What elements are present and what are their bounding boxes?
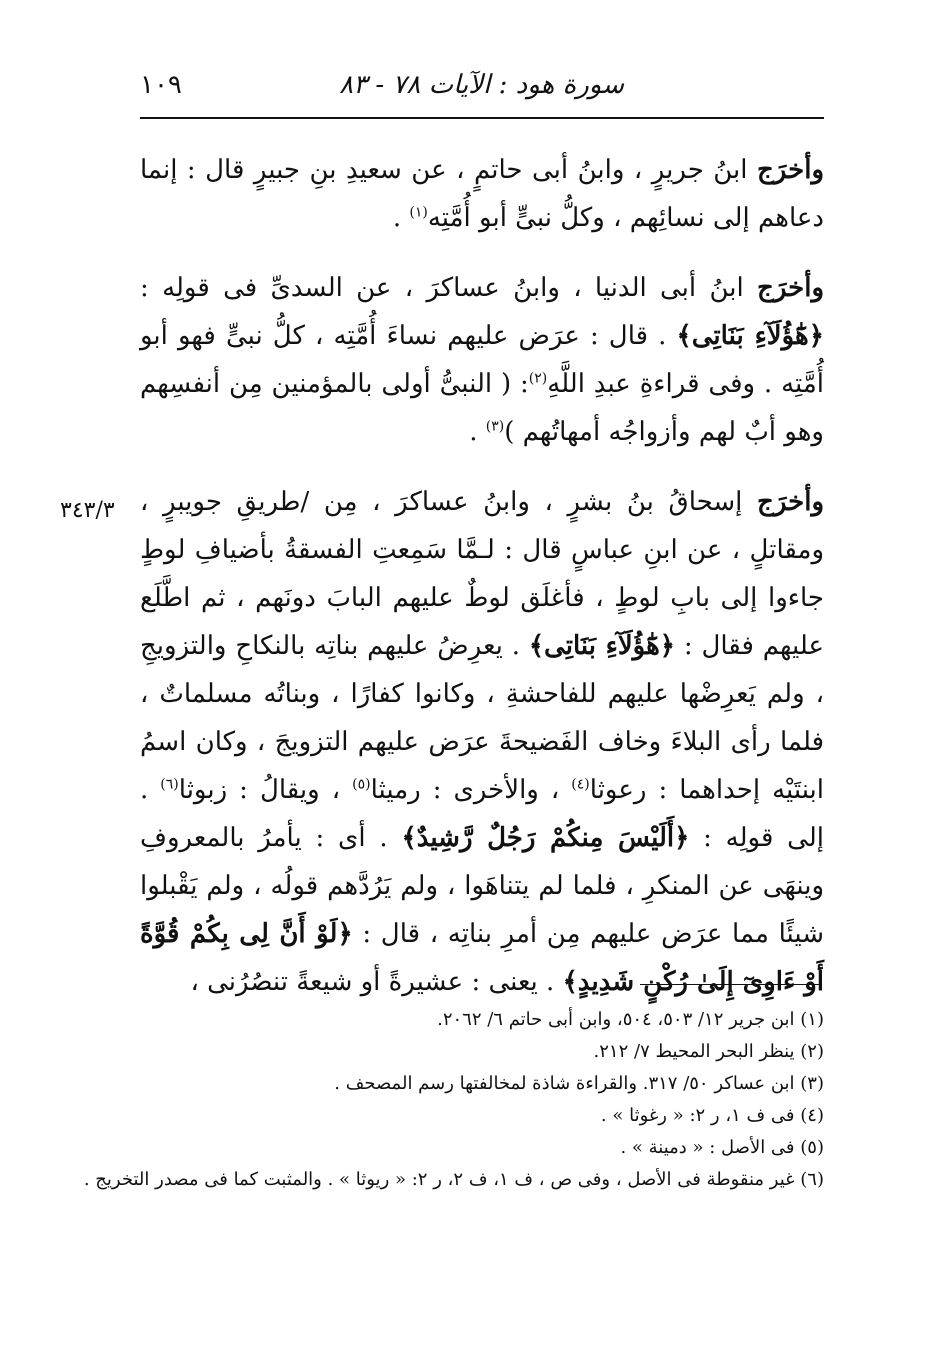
footnotes [83, 1004, 824, 1196]
footnote-3: (٣) ابن عساكر ٥٠/ ٣١٧. والقراءة شاذة لمخالفتها رسم المصحف . [334, 1073, 824, 1094]
paragraph-text: . إلى قولِه : [140, 775, 824, 853]
paragraph-text: ابنُ أبى الدنيا ، وابنُ عساكرَ ، عن السدىِّ فى قولِه : [140, 273, 744, 303]
running-header [140, 70, 824, 110]
paragraph-3 [140, 478, 824, 1006]
paragraph-lead: وأخرَج [757, 155, 824, 185]
page-number: ١٠٩ [140, 70, 182, 100]
quran-quote: ﴿هَٰٓؤُلَآءِ بَنَاتِى﴾ [676, 321, 824, 351]
paragraph-text: . يعرِضُ عليهم بناتِه بالنكاحِ والتزويجِ ، ولم يَعرِضْها عليهم للفاحشةِ ، وكانوا كفارًا ، وبناتُه مسلماتٌ ، فلما رأى البلاءَ وخاف الفَضيحةَ عرَض عليهم التزويجَ ، وكان اسمُ ابنتَيْه إحداهما : رعوثا [140, 631, 825, 805]
footnote-marker: (١) [409, 204, 428, 221]
header-title: سورة هود : الآيات ٧٨ - ٨٣ [339, 70, 624, 100]
footnote-marker: (٥) [352, 776, 371, 793]
footnote-marker: (٤) [571, 776, 590, 793]
paragraph-text: . يعنى : عشيرةً أو شيعةً تنصُرُنى ، [190, 967, 563, 997]
paragraph-text: ابنُ جريرٍ ، وابنُ أبى حاتمٍ ، عن سعيدِ بنِ جبيرٍ قال : إنما دعاهم إلى نسائِهم ، وكلُّ نبىٍّ أبو أُمَّتِه [140, 155, 824, 233]
paragraph-1 [140, 146, 824, 242]
quran-quote: ﴿لَوْ أَنَّ لِى بِكُمْ قُوَّةً أَوْ ءَاوِىٓ إِلَىٰ رُكْنٍ شَدِيدٍ﴾ [140, 919, 824, 997]
quran-quote: ﴿هَٰٓؤُلَآءِ بَنَاتِى﴾ [528, 631, 676, 661]
footnote-marker: (٢) [528, 370, 548, 387]
main-text [140, 146, 824, 1028]
paragraph-lead: وأخرَج [757, 487, 825, 517]
footnote-1: (١) ابن جرير ١٢/ ٥٠٣، ٥٠٤، وابن أبى حاتم ٦/ ٢٠٦٢. [437, 1009, 824, 1030]
paragraph-text: ، والأخرى : رميثا [370, 775, 572, 805]
paragraph-text: : ( النبىُّ أولى بالمؤمنين مِن أنفسِهم وهو أبٌ لهم وأزواجُه أمهاتُهم ) [140, 369, 824, 447]
quran-quote: ﴿أَلَيْسَ مِنكُمْ رَجُلٌ رَّشِيدٌ﴾ [401, 823, 690, 853]
footnote-5: (٥) فى الأصل : « دمينة » . [620, 1137, 824, 1158]
marginal-reference: ٣٤٣/٣ [60, 498, 115, 523]
paragraph-tail: . [392, 203, 410, 233]
footnote-2: (٢) ينظر البحر المحيط ٧/ ٢١٢. [593, 1041, 824, 1062]
footnote-6: (٦) غير منقوطة فى الأصل ، وفى ص ، ف ١، ف ٢، ر ٢: « ريوثا » . والمثبت كما فى مصدر التخريج . [83, 1169, 824, 1190]
footnote-4: (٤) فى ف ١، ر ٢: « رغوثا » . [600, 1105, 824, 1126]
paragraph-text: إسحاقُ بنُ بشرٍ ، وابنُ عساكرَ ، مِن /طريقِ جويبرٍ ، ومقاتلٍ ، عن ابنِ عباسٍ قال : لـمَّا سَمِعتِ الفسقةُ بأضيافِ لوطٍ جاءوا إلى بابِ لوطٍ ، فأغلَق لوطٌ عليهم البابَ دونَهم ، ثم اطَّلَع عليهم فقال : [140, 487, 824, 661]
paragraph-text: . قال : عرَض عليهم نساءَ أُمَّتِه ، كلُّ نبىٍّ فهو أبو أُمَّتِه . وفى قراءةِ عبدِ اللَّهِ [140, 321, 824, 399]
paragraph-tail: . [469, 417, 486, 447]
paragraph-text: ، ويقالُ : زبوثا [178, 775, 353, 805]
footnote-separator [640, 984, 820, 985]
footnote-marker: (٣) [485, 418, 505, 435]
paragraph-lead: وأخرَج [757, 273, 825, 303]
header-rule [140, 117, 824, 119]
paragraph-text: . أى : يأمرُ بالمعروفِ وينهَى عن المنكرِ ، فلما لم يتناهَوا ، ولم يَرُدَّهم قولُه ، ولم يَقْبلوا شيئًا مما عرَض عليهم مِن أمرِ بناتِه ، قال : [140, 823, 824, 949]
footnote-marker: (٦) [160, 776, 179, 793]
paragraph-2 [140, 264, 824, 456]
